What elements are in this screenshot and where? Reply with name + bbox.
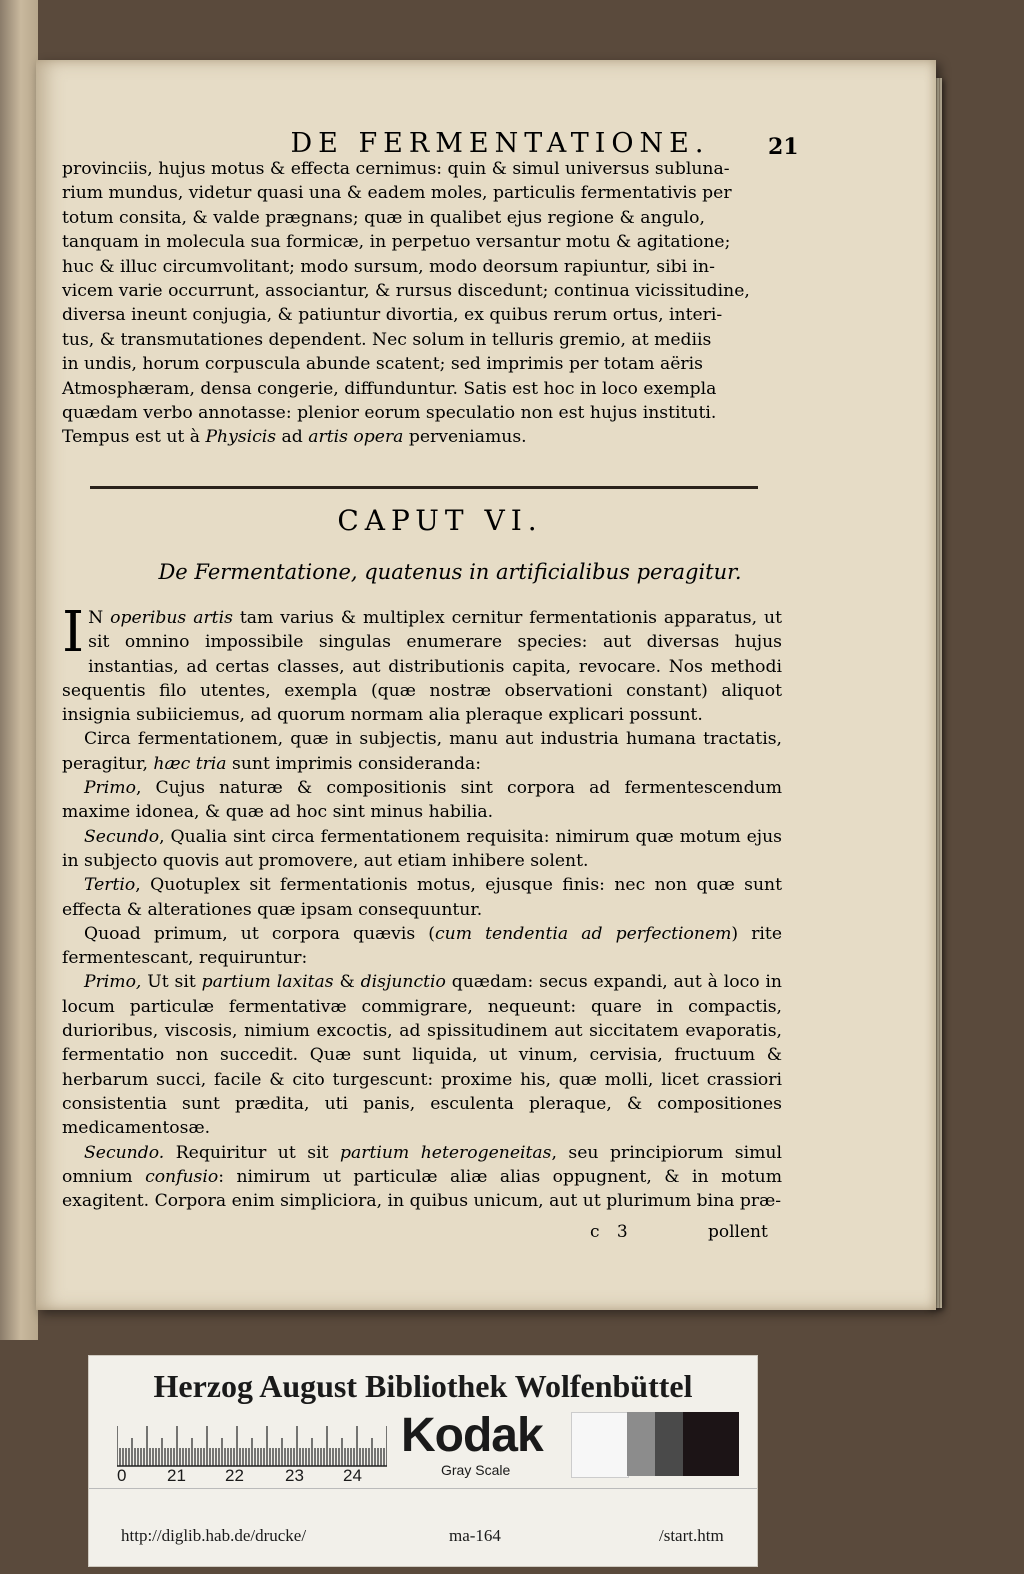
gray-scale-label: Gray Scale	[441, 1462, 511, 1478]
text-line: tanquam in molecula sua formicæ, in perpetuo versantur motu & agitatione;	[62, 232, 731, 253]
text-line: diversa ineunt conjugia, & patiuntur divortia, ex quibus rerum ortus, interi-	[62, 305, 723, 326]
ruler-label: 24	[343, 1466, 362, 1485]
text-line: tus, & transmutationes dependent. Nec solum in telluris gremio, at mediis	[62, 329, 712, 350]
paragraph: I N operibus artis tam varius & multiplex cernitur fermentationis apparatus, ut sit omnino impossibile singulas enumerare species: aut diversas hujus instantias, ad certas classes, aut distributionis capita, revocare. Nos methodi sequentis filo utentes, exempla (quæ nostræ observationi constant) aliquot insignia subiiciemus, ad quorum normam alia pleraque explicari possunt.	[62, 600, 782, 726]
paragraph: Quoad primum, ut corpora quævis (cum tendentia ad perfectionem) rite fermentescant, requiruntur:	[62, 923, 783, 969]
text-line: in undis, horum corpuscula abunde scatent; sed imprimis per totam aëris	[62, 354, 703, 375]
text-line: rium mundus, videtur quasi una & eadem moles, particulis fermentativis per	[62, 183, 732, 204]
paragraph: Secundo. Requiritur ut sit partium heterogeneitas, seu principiorum simul omnium confusio: nimirum ut particulæ aliæ alias oppugnent, & in motum exagitent. Corpora enim simpliciora, in quibus unicum, aut ut plurimum bina præ-	[62, 1142, 782, 1212]
library-url: http://diglib.hab.de/drucke/	[121, 1526, 307, 1545]
library-card	[88, 1355, 758, 1567]
signature-mark: c 3	[590, 1222, 634, 1242]
continued-paragraph	[62, 157, 792, 450]
catchword: pollent	[708, 1222, 768, 1242]
gray-patch-black	[683, 1412, 739, 1476]
paragraph: Primo, Ut sit partium laxitas & disjunctio quædam: secus expandi, aut à loco in locum particulæ fermentativæ commigrare, nequeunt: quare in compactis, durioribus, viscosis, nimium excoctis, ad spissitudinem aut siccitatem evaporatis, fermentatio non succedit. Quæ sunt liquida, ut vinum, cervisia, fructuum & herbarum succi, facile & cito turgescunt: proxime his, quæ molli, licet crassiori consistentia sunt prædita, uti panis, esculenta pleraque, & compositiones medicamentosæ.	[62, 972, 782, 1139]
chapter-subtitle: De Fermentatione, quatenus in artificialibus peragitur.	[158, 560, 742, 584]
paragraph: Secundo, Qualia sint circa fermentationem requisita: nimirum quæ motum ejus in subjecto quovis aut promovere, aut etiam inhibere solent.	[62, 826, 782, 871]
text-line: huc & illuc circumvolitant; modo sursum, modo deorsum rapiuntur, sibi in-	[62, 256, 715, 277]
ruler-label: 0	[117, 1466, 127, 1485]
text-line: quædam verbo annotasse: plenior eorum speculatio non est hujus instituti.	[62, 403, 717, 424]
text-line: Atmosphæram, densa congerie, diffunduntur. Satis est hoc in loco exempla	[62, 378, 717, 399]
kodak-logo: Kodak	[401, 1409, 543, 1462]
paragraph: Primo, Cujus naturæ & compositionis sint corpora ad fermentescendum maxime idonea, & quæ ad hoc sint minus habilia.	[62, 778, 782, 823]
chapter-body	[62, 600, 783, 1213]
start-link: /start.htm	[659, 1526, 724, 1545]
gray-patch-white	[571, 1412, 629, 1478]
text-line: provinciis, hujus motus & effecta cernimus: quin & simul universus subluna-	[62, 159, 730, 179]
library-name: Herzog August Bibliothek Wolfenbüttel	[153, 1368, 693, 1404]
shelfmark: ma-164	[449, 1526, 501, 1545]
paragraph: Circa fermentationem, quæ in subjectis, manu aut industria humana tractatis, peragitur, hæc tria sunt imprimis consideranda:	[62, 729, 782, 774]
card-divider	[89, 1488, 757, 1489]
gray-patch-mid	[627, 1412, 683, 1476]
section-rule	[90, 486, 758, 489]
facing-page-edge	[0, 0, 38, 1340]
drop-cap: I	[62, 600, 85, 665]
page-number: 21	[768, 134, 799, 160]
text-line: vicem varie occurrunt, associantur, & rursus discedunt; continua vicissitudine,	[62, 281, 750, 302]
paragraph: Tertio, Quotuplex sit fermentationis motus, ejusque finis: nec non quæ sunt effecta & alterationes quæ ipsam consequuntur.	[62, 875, 782, 920]
ruler-label: 21	[167, 1466, 186, 1485]
text-line: totum consita, & valde prægnans; quæ in qualibet ejus regione & angulo,	[62, 207, 705, 228]
running-head: DE FERMENTATIONE.	[290, 128, 710, 159]
chapter-title: CAPUT VI.	[337, 504, 543, 537]
text-line-last: Tempus est ut à Physicis ad artis opera perveniamus.	[62, 427, 527, 448]
ruler-label: 23	[285, 1466, 304, 1485]
ruler-label: 22	[225, 1466, 244, 1485]
ruler-scale	[117, 1422, 387, 1468]
